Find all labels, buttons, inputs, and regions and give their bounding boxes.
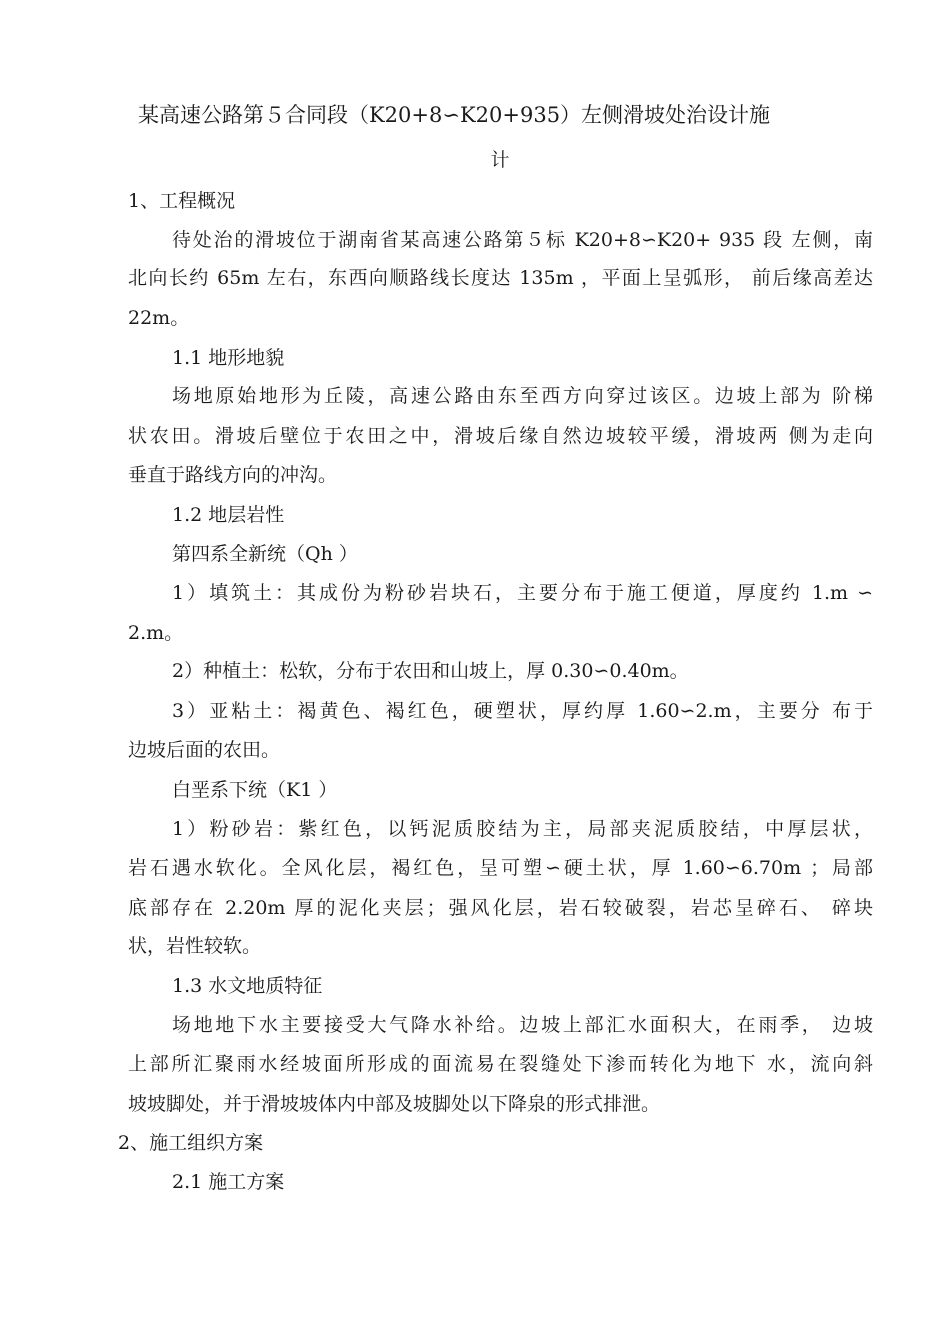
paragraph-line: 22m。 bbox=[128, 307, 190, 329]
section-1-3-heading: 1.3 水文地质特征 bbox=[172, 975, 323, 997]
section-2-heading: 2、施工组织方案 bbox=[118, 1132, 264, 1154]
document-title: 某高速公路第５合同段（K20+8∽K20+935）左侧滑坡处治设计施 bbox=[138, 103, 771, 127]
paragraph-line: 待处治的滑坡位于湖南省某高速公路第５标 K20+8∽K20+ 935 段 左侧，南 bbox=[172, 229, 873, 251]
section-1-2-heading: 1.2 地层岩性 bbox=[172, 504, 285, 526]
paragraph-line: 场地原始地形为丘陵，高速公路由东至西方向穿过该区。边坡上部为 阶梯 bbox=[172, 385, 873, 407]
document-title-cont: 计 bbox=[490, 149, 510, 171]
section-2-1-heading: 2.1 施工方案 bbox=[172, 1171, 285, 1193]
paragraph-line: 底部存在 2.20m 厚的泥化夹层；强风化层，岩石较破裂，岩芯呈碎石、 碎块 bbox=[128, 897, 873, 919]
paragraph-line: 北向长约 65m 左右，东西向顺路线长度达 135m ，平面上呈弧形， 前后缘高差达 bbox=[128, 267, 873, 289]
paragraph-line: 状农田。滑坡后壁位于农田之中，滑坡后缘自然边坡较平缓，滑坡两 侧为走向 bbox=[128, 425, 873, 447]
paragraph-line: 1）粉砂岩：紫红色，以钙泥质胶结为主，局部夹泥质胶结，中厚层状， bbox=[172, 818, 873, 840]
paragraph-line: 场地地下水主要接受大气降水补给。边坡上部汇水面积大，在雨季， 边坡 bbox=[172, 1014, 873, 1036]
paragraph-line: 状，岩性较软。 bbox=[128, 935, 262, 957]
section-1-heading: 1、工程概况 bbox=[128, 190, 236, 212]
paragraph-line: 边坡后面的农田。 bbox=[128, 739, 281, 761]
stratum-heading: 第四系全新统（Qh ） bbox=[172, 543, 358, 565]
paragraph-line: 坡坡脚处，并于滑坡坡体内中部及坡脚处以下降泉的形式排泄。 bbox=[128, 1093, 661, 1115]
paragraph-line: 2）种植土：松软，分布于农田和山坡上，厚 0.30∽0.40m。 bbox=[172, 660, 689, 682]
section-1-1-heading: 1.1 地形地貌 bbox=[172, 347, 285, 369]
paragraph-line: 岩石遇水软化。全风化层，褐红色，呈可塑∽硬土状，厚 1.60∽6.70m ；局部 bbox=[128, 857, 873, 879]
paragraph-line: 1）填筑土：其成份为粉砂岩块石，主要分布于施工便道，厚度约 1.m ∽ bbox=[172, 582, 873, 604]
paragraph-line: 3）亚粘土：褐黄色、褐红色，硬塑状，厚约厚 1.60∽2.m，主要分 布于 bbox=[172, 700, 873, 722]
paragraph-line: 2.m。 bbox=[128, 622, 184, 644]
paragraph-line: 垂直于路线方向的冲沟。 bbox=[128, 464, 338, 486]
paragraph-line: 上部所汇聚雨水经坡面所形成的面流易在裂缝处下渗而转化为地下 水，流向斜 bbox=[128, 1053, 873, 1075]
stratum-heading: 白垩系下统（K1 ） bbox=[172, 779, 338, 801]
